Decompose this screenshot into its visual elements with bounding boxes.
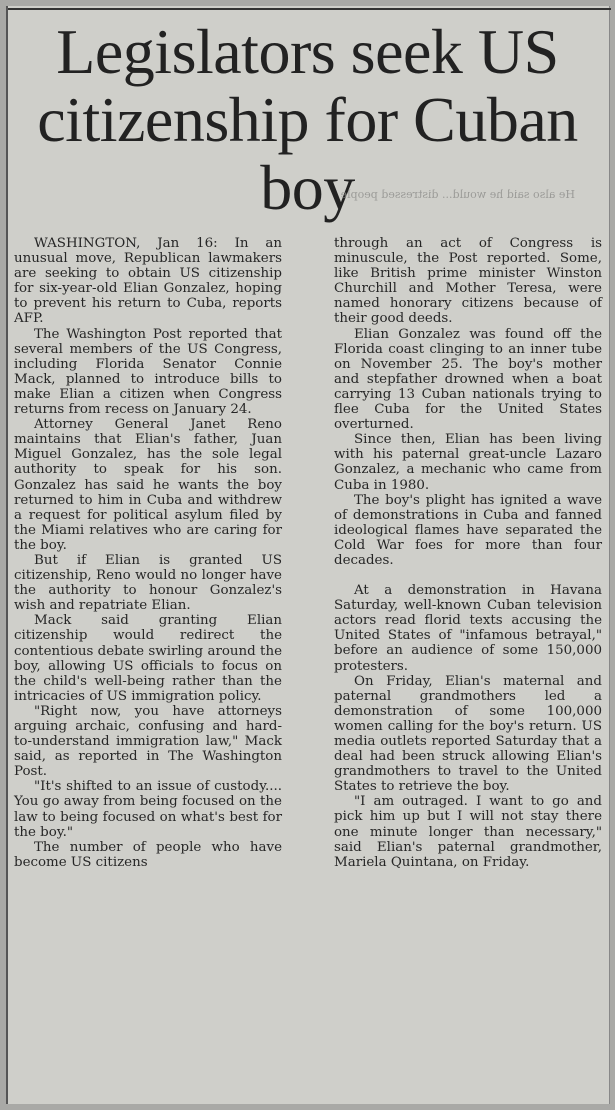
paragraph: "It's shifted to an issue of custody.... You go away from being focused on the law to being focused on what's best for the boy." [14,779,282,840]
headline: Legislators seek US citizenship for Cuban boy [37,16,578,223]
right-column [334,236,602,870]
paragraph: On Friday, Elian's maternal and paternal grandmothers led a demonstration of some 100,000 women calling for the boy's return. US media outlets reported Saturday that a deal had been struck allowing Elian's grandmothers to travel to the United States to retrieve the boy. [334,673,602,795]
paragraph: through an act of Congress is minuscule, the Post reported. Some, like British prime minister Winston Churchill and Mother Teresa, were named honorary citizens because of their good deeds. [334,236,602,327]
paragraph: "I am outraged. I want to go and pick him up but I will not stay there one minute longer than necessary," said Elian's paternal grandmother, Mariela Quintana, on Friday. [334,794,602,870]
paragraph: Attorney General Janet Reno maintains that Elian's father, Juan Miguel Gonzalez, has the sole legal authority to speak for his son. Gonzalez has said he wants the boy returned to him in Cuba and withdrew a request for political asylum filed by the Miami relatives who are caring for the boy. [14,417,282,553]
paragraph: But if Elian is granted US citizenship, Reno would no longer have the authority to honour Gonzalez's wish and repatriate Elian. [14,552,282,614]
top-rule [8,8,611,10]
column-divider [306,236,307,1086]
paragraph: At a demonstration in Havana Saturday, well-known Cuban television actors read florid texts accusing the United States of "infamous betrayal," before an audience of some 150,000 protesters. [334,583,602,674]
bleed-through-text: He also said he would... distressed people [340,188,575,201]
paragraph: WASHINGTON, Jan 16: In an unusual move, Republican lawmakers are seeking to obtain US citizenship for six-year-old Elian Gonzalez, hoping to prevent his return to Cuba, reports AFP. [14,236,282,327]
paragraph: The boy's plight has ignited a wave of demonstrations in Cuba and fanned ideological flames have separated the Cold War foes for more than four decades. [334,492,602,568]
left-column [14,236,282,870]
paragraph: The Washington Post reported that several members of the US Congress, including Florida Senator Connie Mack, planned to introduce bills to make Elian a citizen when Congress returns from recess on January 24. [14,326,282,418]
paragraph: Elian Gonzalez was found off the Florida coast clinging to an inner tube on November 25. The boy's mother and stepfather drowned when a boat carrying 13 Cuban nationals trying to flee Cuba for the United States overturned. [334,326,602,433]
paragraph: Mack said granting Elian citizenship would redirect the contentious debate swirling around the boy, allowing US officials to focus on the child's well-being rather than the intricacies of US immigration policy. [14,613,282,704]
paragraph: "Right now, you have attorneys arguing archaic, confusing and hard-to-understand immigration law," Mack said, as reported in The Washington Post. [14,703,282,780]
paragraph: Since then, Elian has been living with his paternal great-uncle Lazaro Gonzalez, a mechanic who came from Cuba in 1980. [334,432,602,493]
paragraph: The number of people who have become US citizens [14,839,282,870]
